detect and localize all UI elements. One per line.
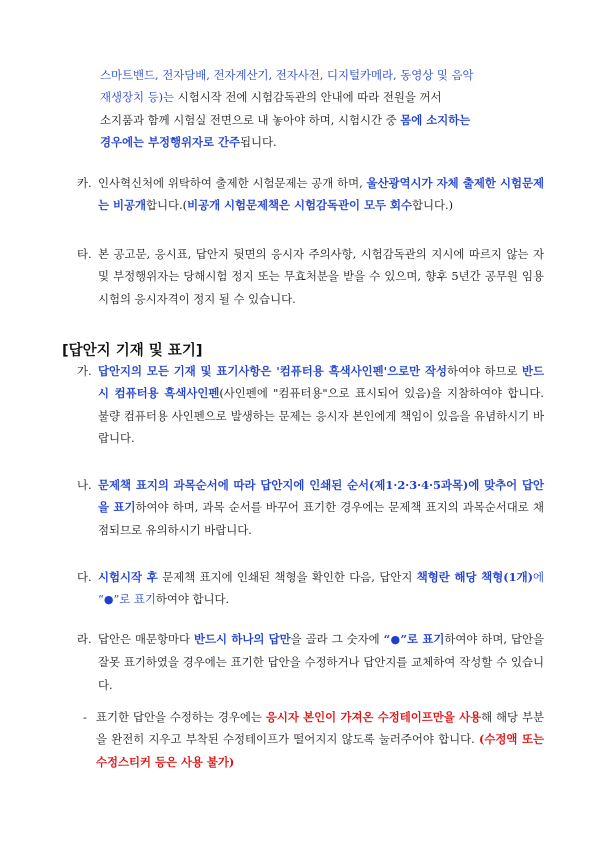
intro-line3-bold: 몸에 소지하는 bbox=[400, 112, 471, 127]
item-ka-marker: 카. bbox=[77, 176, 92, 190]
item-da-text7: 하여야 합니다. bbox=[155, 592, 230, 607]
intro-line4-rest: 됩니다. bbox=[239, 135, 277, 150]
item-ga-text4: (사인펜에 "컴퓨터용"으로 표시되어 있음)을 지참하여야 합니다. 불량 컴퓨터용 사인펜으로 발생하는 문제는 응시자 본인에게 책임이 있음을 유념하시기 바랍니다. bbox=[98, 386, 544, 446]
item-ga-emph2: 반드시 컴퓨터용 흑색사인펜 bbox=[98, 364, 544, 401]
item-na-emph: 문제책 표지의 과목순서에 따라 답안지에 인쇄된 순서(제1·2·3·4·5과목)에 맞추어 답안을 표기 bbox=[98, 478, 544, 515]
item-ra-text bbox=[98, 628, 544, 696]
item-da-emph: 시험시작 후 bbox=[98, 570, 158, 584]
item-ra-text3: 을 골라 그 숫자에 bbox=[290, 632, 384, 646]
item-ga-emph: 답안지의 모든 기재 및 표기사항은 '컴퓨터용 흑색사인펜'으로만 작성 bbox=[98, 364, 447, 378]
intro-line4-bold: 경우에는 부정행위자로 간주 bbox=[100, 135, 240, 150]
item-da-marker: 다. bbox=[77, 570, 92, 584]
item-ta-text: 본 공고문, 응시표, 답안지 뒷면의 응시자 주의사항, 시험감독관의 지시에 따르지 않는 자 및 부정행위자는 당해시험 정지 또는 무효처분을 받을 수 있으며, 향후 5년간 공무원 임용시험의 응시자격이 정지 될 수 있습니다. bbox=[98, 247, 544, 306]
item-da-quote-close: ”로 표기 bbox=[113, 592, 156, 607]
item-da-text2: 문제책 표지에 인쇄된 책형을 확인한 다음, 답안지 bbox=[157, 570, 417, 584]
item-ka-text bbox=[98, 172, 544, 217]
item-na-marker: 나. bbox=[77, 478, 92, 492]
item-dash-text3: 해 해당 부분을 완전히 지우고 부착된 수정테이프가 떨어지지 않도록 눌러주어야 합니다. bbox=[96, 710, 544, 747]
section-title: [답안지 기재 및 표기] bbox=[62, 343, 203, 359]
filled-circle-icon: ● bbox=[390, 633, 401, 646]
item-ka-text3: 합니다.( bbox=[145, 198, 188, 213]
item-na-text bbox=[98, 474, 544, 541]
item-na-text2: 하여야 하며, 과목 순서를 바꾸어 표기한 경우에는 문제책 표지의 과목순서대로 채점되므로 유의하시기 바랍니다. bbox=[98, 500, 544, 537]
intro-paragraph bbox=[100, 64, 544, 154]
filled-circle-icon: ● bbox=[103, 593, 114, 607]
intro-line3: 소지품과 함께 시험실 전면으로 내 놓아야 하며, 시험시간 중 bbox=[100, 112, 401, 127]
item-dash-emph: 응시자 본인이 가져온 수정테이프만을 사용 bbox=[265, 710, 482, 724]
item-da-emph2: 책형란 해당 책형(1개) bbox=[416, 570, 533, 584]
item-ra-marker: 라. bbox=[77, 632, 92, 646]
item-ra-quote-close: ”로 표기 bbox=[400, 632, 445, 646]
item-ra-emph: 반드시 하나의 답만 bbox=[193, 632, 291, 646]
item-da-text bbox=[98, 566, 544, 612]
item-ka-text1: 인사혁신처에 위탁하여 출제한 시험문제는 공개 하며, bbox=[98, 176, 367, 190]
item-ra-quote-open: “ bbox=[383, 632, 391, 646]
item-ka-emph: 울산광역시가 자체 출제한 시험문제는 비공개 bbox=[98, 176, 545, 213]
item-dash-emph2: (수정액 또는 수정스티커 등은 사용 불가) bbox=[96, 732, 544, 769]
item-ta-marker: 타. bbox=[77, 247, 92, 261]
intro-line2-blue: 재생장치 등)는 bbox=[100, 90, 175, 105]
item-ka-emph2: 비공개 시험문제책은 시험감독관이 모두 회수 bbox=[187, 198, 412, 213]
intro-line2-rest: 시험시작 전에 시험감독관의 안내에 따라 전원을 꺼서 bbox=[174, 90, 442, 105]
item-ra-text7: 하여야 하며, 답안을 잘못 표기하였을 경우에는 표기한 답안을 수정하거나 답안지를 교체하여 작성할 수 있습니다. bbox=[98, 632, 544, 692]
intro-line1: 스마트밴드, 전자담배, 전자계산기, 전자사전, 디지털카메라, 동영상 및 음악 bbox=[100, 68, 474, 82]
item-ga-text bbox=[98, 360, 544, 450]
item-ga-text2: 하여야 하므로 bbox=[446, 364, 522, 378]
item-ka-text5: 합니다.) bbox=[412, 198, 454, 213]
item-ra-text1: 답안은 매문항마다 bbox=[98, 632, 194, 646]
item-da-quote-open: 에 “ bbox=[98, 570, 545, 607]
item-dash-text1: 표기한 답안을 수정하는 경우에는 bbox=[96, 710, 266, 724]
item-dash-text bbox=[96, 706, 544, 773]
item-dash-marker: - bbox=[83, 710, 87, 724]
item-ga-marker: 가. bbox=[77, 364, 92, 378]
